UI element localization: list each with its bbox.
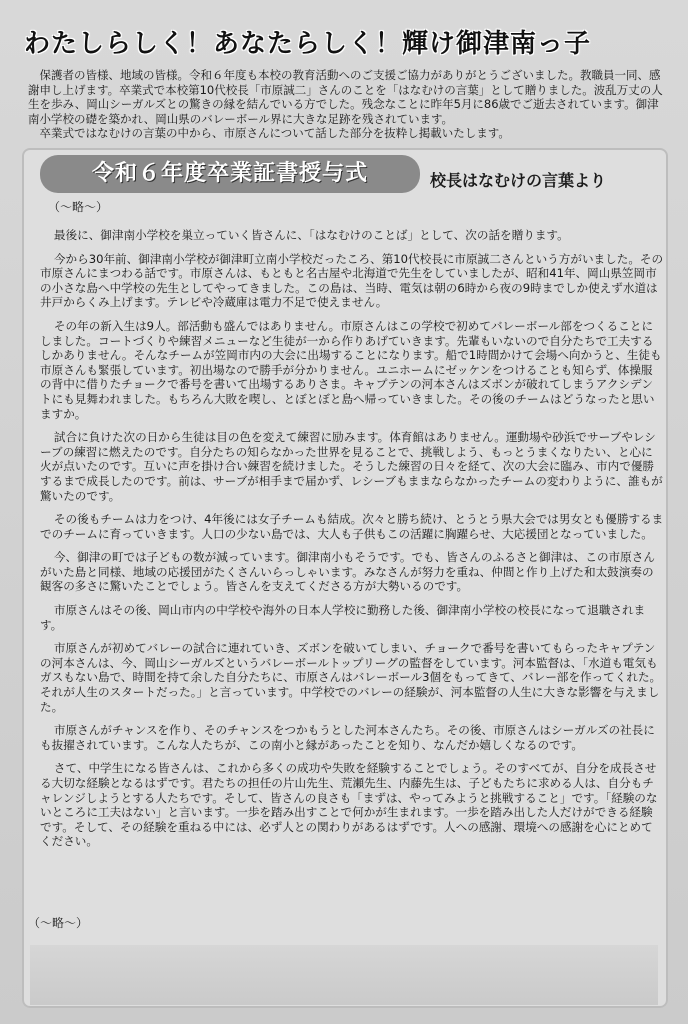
body-paragraph: その年の新入生は9人。部活動も盛んではありません。市原さんはこの学校で初めてバレーボール部をつくることにしました。コートづくりや練習メニューなど生徒が一から作りあげていきます。先輩もいないので自分たちで工夫するしかありません。そんなチームが笠岡市内の大会に出場することになります。船で1時間かけて会場へ向かうと、生徒も市原さんも緊張しています。初出場なので勝手が分かりません。ユニホームにゼッケンをつけることも知らず、体操服の背中に借りたチョークで番号を書いて出場するありさま。キャプテンの河本さんはズボンが破れてしまうアクシデントにも見舞われました。もちろん大敗を喫し、とぼとぼと島へ帰っていきました。その後のチームはどうなったと思いますか。: [40, 318, 662, 421]
article-subtitle: 校長はなむけの言葉より: [430, 171, 607, 190]
body-paragraph: 試合に負けた次の日から生徒は目の色を変えて練習に励みます。体育館はありません。運動場や砂浜でサーブやレシーブの練習に燃えたのです。自分たちの知らなかった世界を見ることで、挑戦しよう、もっとうまくなりたい、と心に火が点いたのです。互いに声を掛け合い練習を続けました。そうした練習の日々を経て、次の大会に臨み、市内で優勝するまで成長したのです。前は、サーブが相手まで届かず、レシーブもままならなかったチームの変わりように、誰もが驚いたのです。: [40, 430, 663, 503]
article-title-badge: 令和６年度卒業証書授与式: [40, 155, 420, 193]
body-paragraph: 今から30年前、御津南小学校が御津町立南小学校だったころ、第10代校長に市原誠二さんという方がいました。その市原さんにまつわる話です。市原さんは、もともと名古屋や北海道で先生をしていましたが、昭和41年、岡山県笠岡市の小さな島へ中学校の先生としてやってきました。この島は、当時、電気は朝の6時から夜の9時までしか使えず水道は井戸からくみ上げます。テレビや冷蔵庫は電力不足で使えません。: [40, 251, 664, 310]
bleed-through-area: [30, 945, 658, 1005]
body-paragraph: さて、中学生になる皆さんは、これから多くの成功や失敗を経験することでしょう。そのすべてが、自分を成長させる大切な経験となるはずです。君たちの担任の片山先生、荒瀬先生、内藤先生は、子どもたちに求める人は、自分もチャレンジしようとする人たちです。そして、皆さんの良さも「まずは、やってみようと挑戦すること」です。「経験のないところに工夫はない」と言います。一歩を踏み出すことで何かが生まれます。一歩を踏み出した人だけができる経験です。そして、その経験を重ねる中には、必ず人との関わりがあるはずです。人への感謝、環境への感謝を心にとめてください。: [40, 761, 658, 849]
body-paragraph: 今、御津の町では子どもの数が減っています。御津南小もそうです。でも、皆さんのふるさと御津は、この市原さんがいた島と同様、地域の応援団がたくさんいらっしゃいます。みなさんが努力を重ね、仲間と作り上げた和太鼓演奏の観客の多さに驚いたことでしょう。皆さんを支えてくださる方が大勢いるのです。: [40, 550, 655, 594]
intro-paragraph: 保護者の皆様、地域の皆様。令和６年度も本校の教育活動へのご支援ご協力がありがとうございました。教職員一同、感謝申し上げます。卒業式で本校第10代校長「市原誠二」さんのことを「はなむけの言葉」として贈りました。波乱万丈の人生を歩み、岡山シーガルズとの驚きの縁を結んでいる方でした。残念なことに昨年5月に86歳でご逝去されています。御津南小学校の礎を築かれ、岡山県のバレーボール界に大きな足跡を残されています。: [28, 68, 663, 126]
body-paragraph: 市原さんがチャンスを作り、そのチャンスをつかもうとした河本さんたち。その後、市原さんはシーガルズの社長にも抜擢されています。こんな人たちが、この南小と縁があったことを知り、なんだか嬉しくなるのです。: [40, 723, 655, 752]
body-paragraph: 最後に、御津南小学校を巣立っていく皆さんに、「はなむけのことば」として、次の話を贈ります。: [53, 228, 569, 242]
newsletter-headline: わたしらしく！あなたらしく！輝け御津南っ子: [24, 29, 592, 59]
intro-text: [28, 68, 664, 141]
omission-mark-top: （〜略〜）: [48, 200, 109, 214]
body-paragraph: 市原さんはその後、岡山市内の中学校や海外の日本人学校に勤務した後、御津南小学校の校長になって退職されます。: [40, 603, 646, 632]
intro-paragraph: 卒業式ではなむけの言葉の中から、市原さんについて話した部分を抜粋し掲載いたします。: [39, 126, 510, 140]
body-paragraph: 市原さんが初めてバレーの試合に連れていき、ズボンを破いてしまい、チョークで番号を書いてもらったキャプテンの河本さんは、今、岡山シーガルズというバレーボールトップリーグの監督をしています。河本監督は、「水道も電気もガスもない島で、時間を持て余した自分たちに、市原さんはバレーボール3個をもってきて、バレー部を作ってくれた。それが人生のスタートだった。」と言っています。中学校でのバレーの経験が、河本監督の人生に大きな影響を与えました。: [40, 641, 662, 714]
omission-mark-bottom: （〜略〜）: [28, 916, 89, 930]
article-body: [40, 228, 664, 858]
body-paragraph: その後もチームは力をつけ、4年後には女子チームも結成。次々と勝ち続け、とうとう県大会では男女とも優勝するまでのチームに育っていきます。人口の少ない島では、大人も子供もこの活躍に胸躍らせ、大応援団となっていました。: [40, 512, 664, 541]
